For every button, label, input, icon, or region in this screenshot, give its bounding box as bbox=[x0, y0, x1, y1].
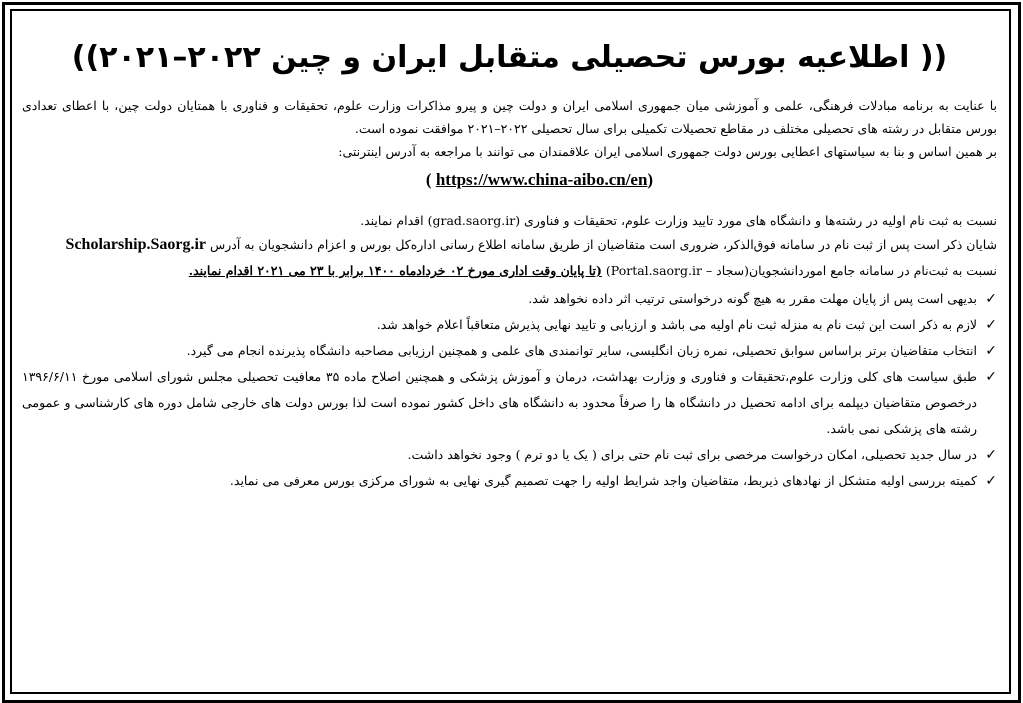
list-item: ✓ بدیهی است پس از پایان مهلت مقرر به هیچ گونه درخواستی ترتیب اثر داده نخواهد شد. bbox=[22, 286, 997, 312]
list-item: ✓ لازم به ذکر است این ثبت نام به منزله ثبت نام اولیه می باشد و ارزیابی و تایید نهایی پذیرش متعاقباً اعلام خواهد شد. bbox=[22, 312, 997, 338]
list-item: ✓ در سال جدید تحصیلی، امکان درخواست مرخصی برای ثبت نام حتی برای ( یک یا دو ترم ) وجود نخواهد داشت. bbox=[22, 442, 997, 468]
list-item: ✓ انتخاب متقاضیان برتر براساس سوابق تحصیلی، نمره زبان انگلیسی، سایر توانمندی های علمی و همچنین ارزیابی مصاحبه دانشگاه پذیرنده انجام می گیرد. bbox=[22, 338, 997, 364]
check-mark-icon: ✓ bbox=[985, 369, 997, 385]
intro-paragraph-2: بر همین اساس و بنا به سیاستهای اعطایی بورس دولت جمهوری اسلامی ایران علاقمندان می توانند با مراجعه به آدرس اینترنتی: bbox=[338, 144, 997, 159]
check-mark-icon: ✓ bbox=[985, 447, 997, 463]
check-mark-icon: ✓ bbox=[985, 473, 997, 489]
registration-line-3 bbox=[22, 258, 997, 284]
announcement-body bbox=[22, 30, 997, 494]
url-close-paren: ) bbox=[647, 170, 654, 189]
check-mark-icon: ✓ bbox=[985, 343, 997, 359]
website-url-line bbox=[22, 165, 997, 195]
registration-line-3-text: نسبت به ثبت‌نام در سامانه جامع اموردانشجویان(سجاد – Portal.saorg.ir) bbox=[605, 263, 997, 278]
page-title: (( اطلاعیه بورس تحصیلی متقابل ایران و چین ۲۰۲۲–۲۰۲۱)) bbox=[71, 40, 948, 75]
deadline-text: (تا پایان وقت اداری مورخ ۰۲ خردادماه ۱۴۰۰ برابر با ۲۳ می ۲۰۲۱ اقدام نمایند. bbox=[188, 263, 602, 278]
registration-line-1: نسبت به ثبت نام اولیه در رشته‌ها و دانشگاه های مورد تایید وزارت علوم، تحقیقات و فناوری (grad.saorg.ir) اقدام نمایند. bbox=[360, 213, 997, 228]
url-open-paren: ( bbox=[425, 170, 432, 189]
list-item: ✓ طبق سیاست های کلی وزارت علوم،تحقیقات و فناوری و وزارت بهداشت، درمان و آموزش پزشکی و همچنین اصلاح ماده ۳۵ معافیت تحصیلی مجلس شورای اسلامی مورخ ۱۳۹۶/۶/۱۱ درخصوص متقاضیان دیپلمه برای ادامه تحصیل در دانشگاه ها را صرفاً محدود به دانشگاه های داخل کشور نموده است لذا بورس دولت های خارجی شامل دوره های کارشناسی و عمومی رشته های پزشکی نمی باشد. bbox=[22, 364, 997, 442]
conditions-list bbox=[22, 286, 997, 494]
list-item: ✓ کمیته بررسی اولیه متشکل از نهادهای ذیربط، متقاضیان واجد شرایط اولیه را جهت تصمیم گیری نهایی به شورای مرکزی بورس معرفی می نماید. bbox=[22, 468, 997, 494]
registration-line-2-text: شایان ذکر است پس از ثبت نام در سامانه فوق‌الذکر، ضروری است متقاضیان از طریق سامانه اطلاع رسانی اداره‌کل بورس و اعزام دانشجویان به آدرس bbox=[210, 237, 997, 252]
scholarship-site-link[interactable]: Scholarship.Saorg.ir bbox=[65, 236, 207, 253]
check-mark-icon: ✓ bbox=[985, 317, 997, 333]
website-link[interactable]: https://www.china-aibo.cn/en bbox=[435, 170, 648, 189]
check-mark-icon: ✓ bbox=[985, 291, 997, 307]
registration-line-2 bbox=[22, 232, 997, 258]
intro-paragraph-1: با عنایت به برنامه مبادلات فرهنگی، علمی و آموزشی میان جمهوری اسلامی ایران و دولت چین و پیرو مذاکرات وزارت علوم، تحقیقات و فناوری با همتایان دولت چین، با اعطای تعدادی بورس متقابل در رشته های تحصیلی مختلف در مقاطع تحصیلات تکمیلی برای سال تحصیلی ۲۰۲۲–۲۰۲۱ موافقت نموده است. bbox=[22, 98, 997, 136]
